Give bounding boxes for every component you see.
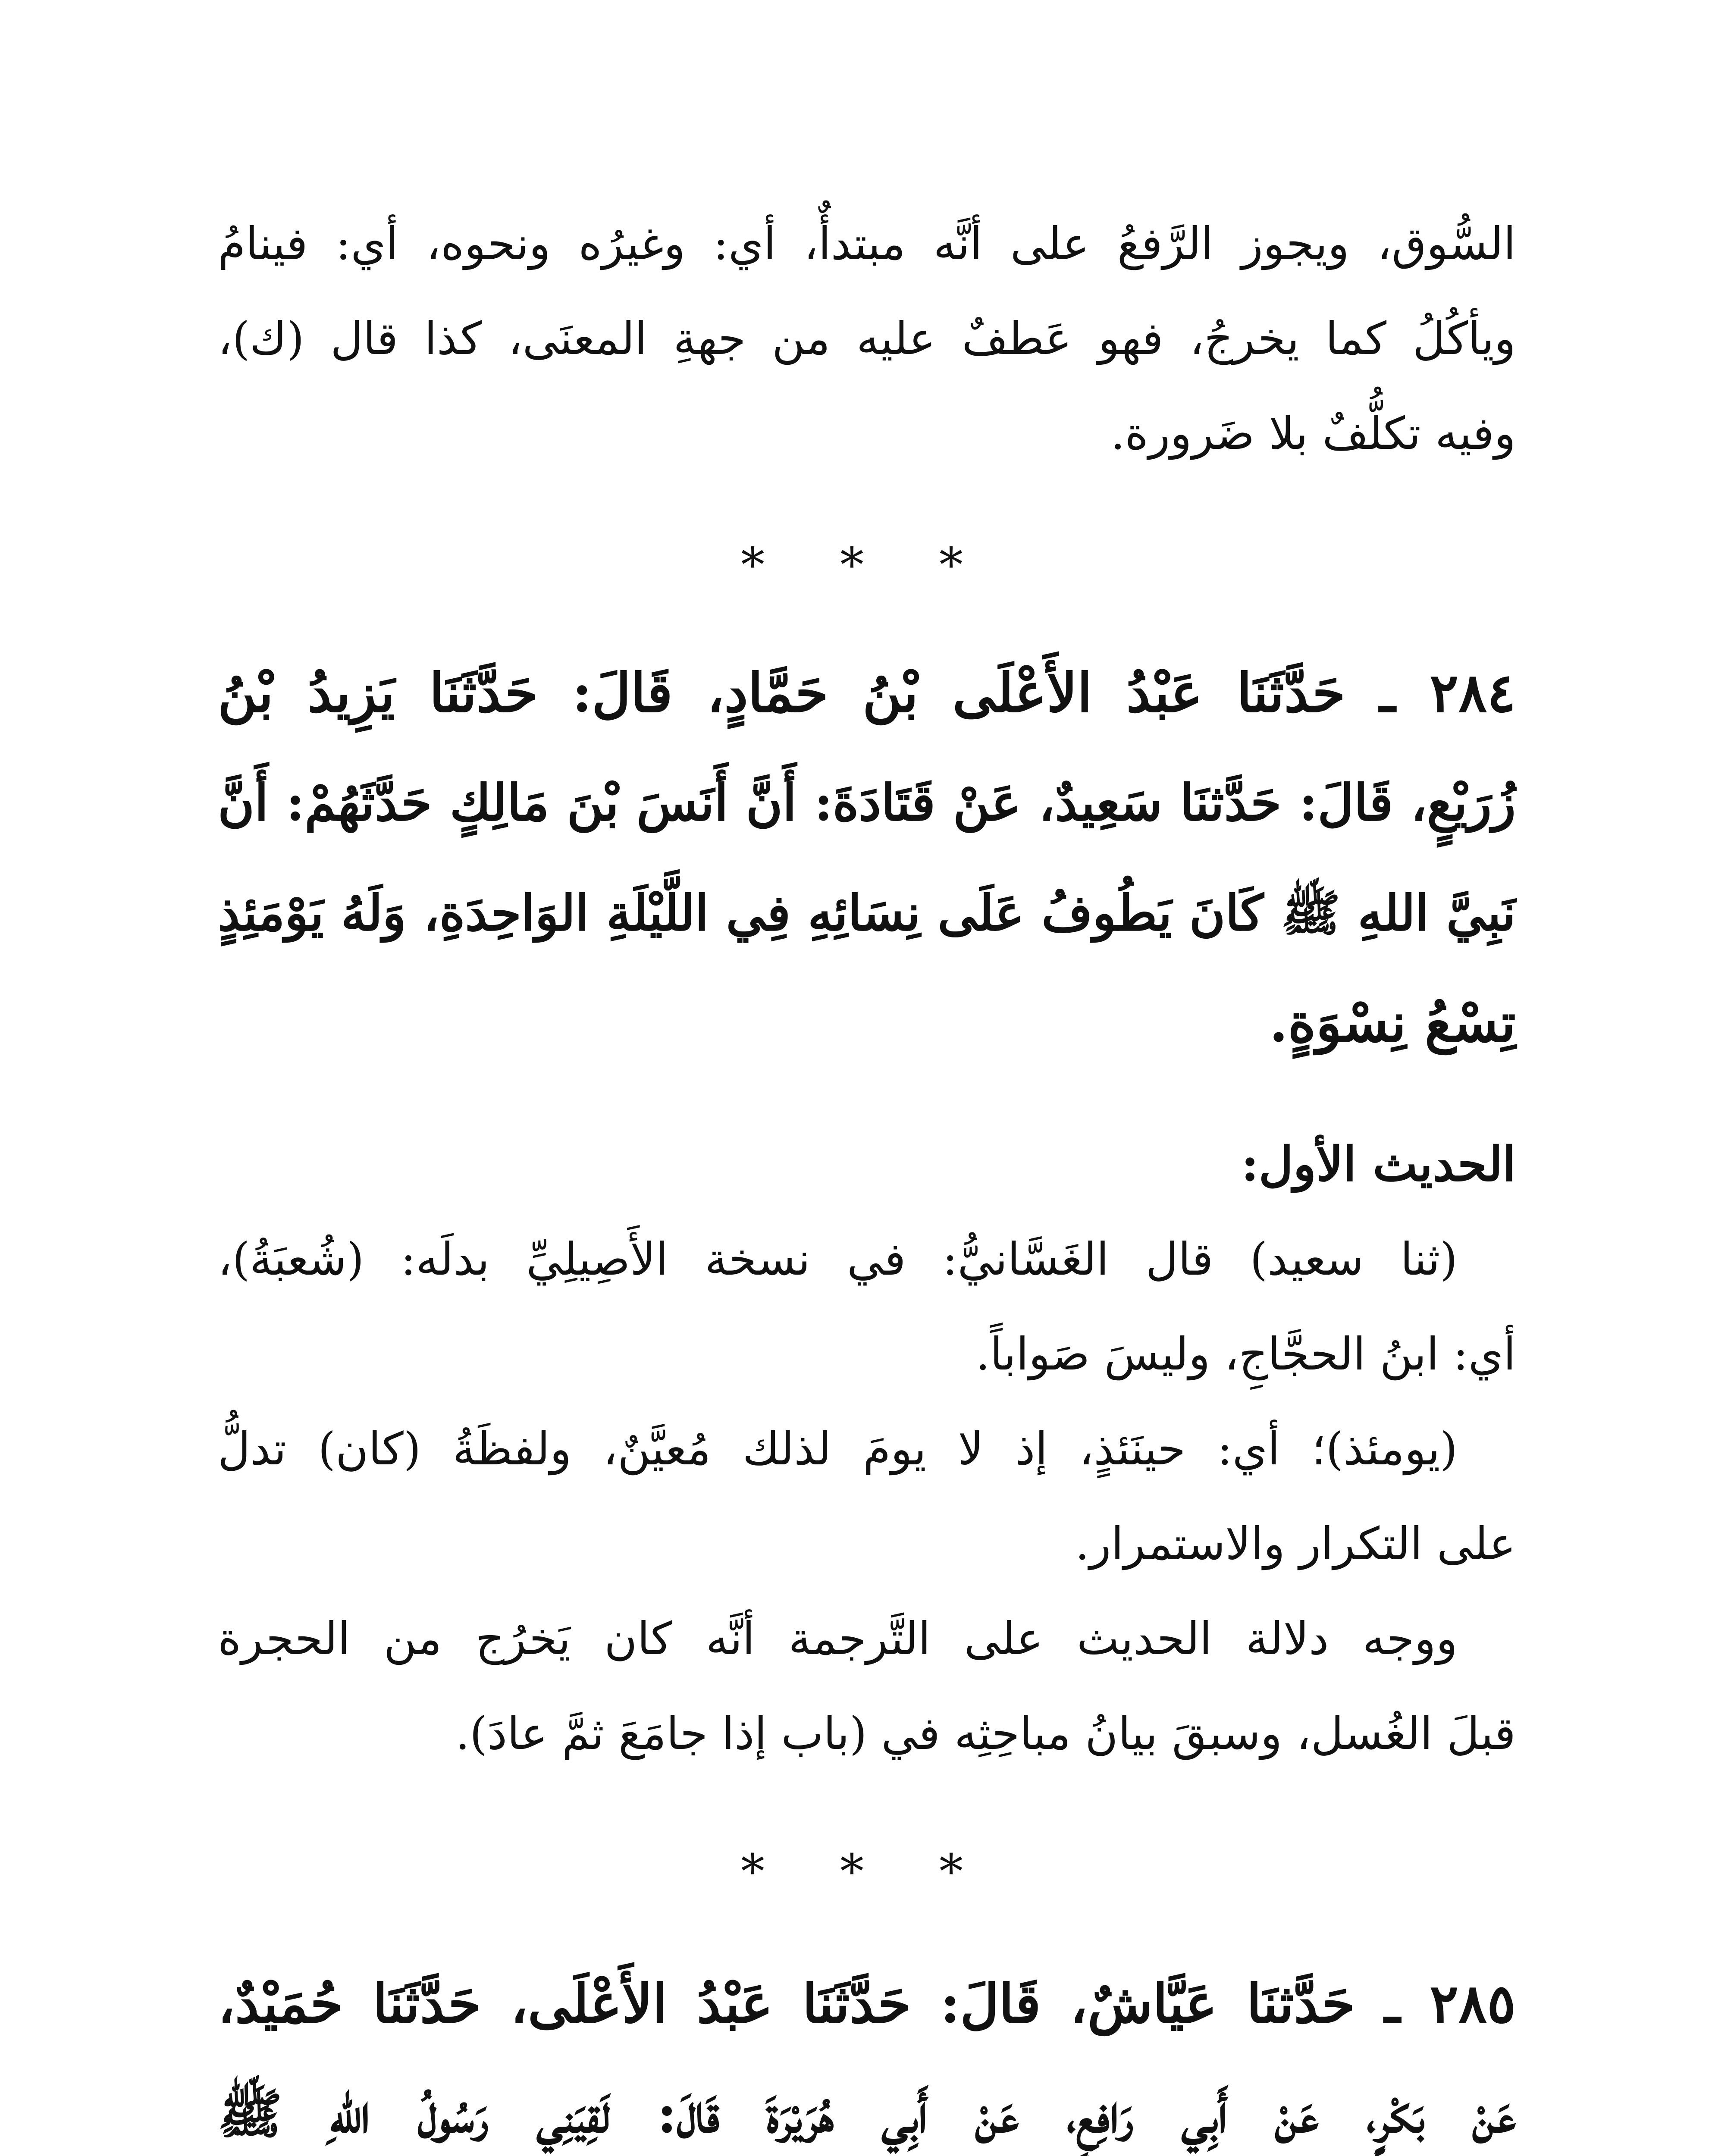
hadith-line: نَبِيَّ اللهِ ﷺ كَانَ يَطُوفُ عَلَى نِسَائِهِ فِي اللَّيْلَةِ الوَاحِدَةِ، وَلَهُ يَوْمَئِذٍ [218, 884, 1516, 942]
text-line: وفيه تكلُّفٌ بلا ضَرورة. [1110, 407, 1516, 460]
hadith-line: ٢٨٥ ـ حَدَّثنَا عَيَّاشٌ، قَالَ: حَدَّثَنَا عَبْدُ الأَعْلَى، حَدَّثَنَا حُمَيْدٌ، [218, 1973, 1516, 2035]
hadith-line: تِسْعُ نِسْوَةٍ. [1269, 992, 1516, 1054]
commentary-paragraph-3 [218, 1591, 1516, 1781]
commentary-continuation [218, 196, 1516, 481]
commentary-heading [218, 1121, 1516, 1207]
hadith-284 [218, 638, 1516, 1078]
hadith-line: ٢٨٤ ـ حَدَّثَنَا عَبْدُ الأَعْلَى بْنُ حَمَّادٍ، قَالَ: حَدَّثَنَا يَزِيدُ بْنُ [218, 662, 1516, 724]
hadith-285 [218, 1949, 1516, 2156]
section-heading: الحديث الأول: [1241, 1136, 1516, 1192]
hadith-line: عَنْ بَكْرٍ، عَنْ أَبِي رَافِعٍ، عَنْ أَبِي هُرَيْرَةَ قَالَ: لَقِيَنِي رَسُولُ اللهِ ﷺ [218, 2083, 1516, 2145]
commentary-paragraph-1 [218, 1212, 1516, 1401]
text-line: على التكرار والاستمرار. [1075, 1517, 1516, 1570]
text-line: ووجه دلالة الحديث على التَّرجمة أنَّه كان يَخرُج من الحجرة [218, 1612, 1458, 1665]
text-line: ويأكُلُ كما يخرجُ، فهو عَطفٌ عليه من جهةِ المعنَى، كذا قال (ك)، [218, 312, 1516, 365]
text-line: قبلَ الغُسل، وسبقَ بيانُ مباحِثِه في (باب إذا جامَعَ ثمَّ عادَ). [455, 1707, 1516, 1760]
section-separator: * * * [741, 1844, 993, 1899]
text-line: السُّوق، ويجوز الرَّفعُ على أنَّه مبتدأٌ، أي: وغيرُه ونحوه، أي: فينامُ [218, 217, 1516, 270]
text-line: (ثنا سعيد) قال الغَسَّانيُّ: في نسخة الأَصِيلِيِّ بدلَه: (شُعبَةُ)، [218, 1233, 1458, 1285]
text-line: أي: ابنُ الحجَّاجِ، وليسَ صَواباً. [975, 1328, 1516, 1380]
commentary-paragraph-2 [218, 1401, 1516, 1591]
section-separator: * * * [741, 537, 993, 592]
hadith-line: زُرَيْعٍ، قَالَ: حَدَّثنَا سَعِيدٌ، عَنْ قَتَادَةَ: أَنَّ أَنَسَ بْنَ مَالِكٍ حَدَّثَهُمْ: أَنَّ [218, 774, 1516, 832]
text-line: (يومئذ)؛ أي: حينَئذٍ، إذ لا يومَ لذلك مُعيَّنٌ، ولفظَةُ (كان) تدلُّ [218, 1423, 1458, 1475]
